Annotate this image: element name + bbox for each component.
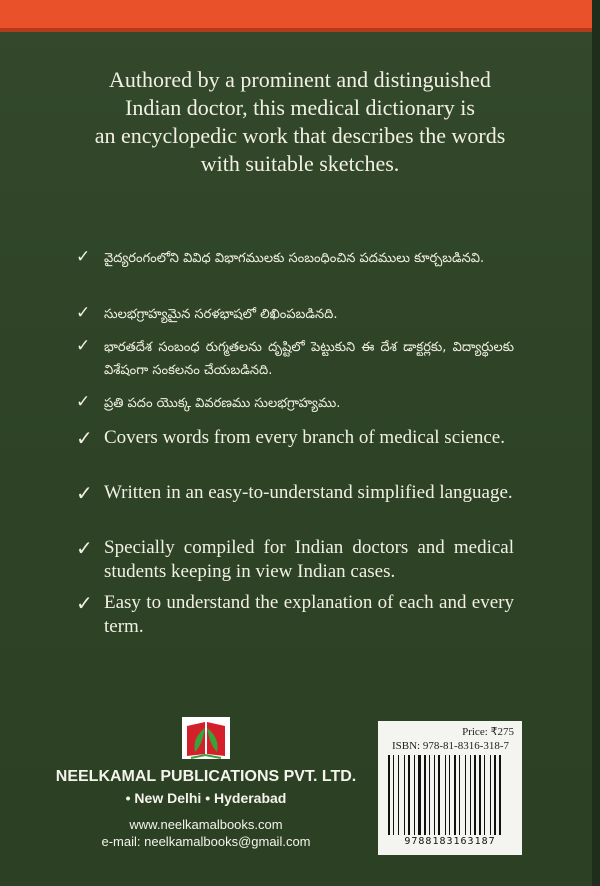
cover-blurb	[60, 66, 540, 178]
top-orange-band	[0, 0, 600, 30]
publisher-website: www.neelkamalbooks.com	[129, 817, 283, 832]
check-icon: ✓	[76, 336, 91, 356]
isbn-label: ISBN: 978-81-8316-318-7	[392, 740, 510, 752]
feature-text-telugu: భారతదేశ సంబంధ రుగ్మతలను దృష్టిలో పెట్టుకుని ఈ దేశ డాక్టర్లకు, విద్యార్థులకు విశేషంగా సంకలనం చేయబడినది.	[104, 340, 514, 378]
publisher-cities: • New Delhi • Hyderabad	[125, 790, 287, 806]
blurb-line: an encyclopedic work that describes the words	[94, 123, 506, 148]
feature-text-english: Easy to understand the explanation of each and every term.	[104, 592, 514, 637]
feature-text-english: Specially compiled for Indian doctors and medical students keeping in view Indian cases.	[104, 537, 514, 582]
check-icon: ✓	[76, 536, 93, 560]
book-logo-icon	[181, 716, 231, 760]
price-barcode-sticker	[378, 721, 522, 855]
check-icon: ✓	[76, 392, 91, 412]
feature-text-telugu: వైద్యరంగంలోని వివిధ విభాగములకు సంబంధించిన పదములు కూర్చబడినవి.	[104, 251, 485, 266]
check-icon: ✓	[76, 426, 93, 450]
feature-text-english: Written in an easy-to-understand simplified language.	[104, 482, 513, 503]
top-band-edge	[0, 28, 600, 32]
check-icon: ✓	[76, 303, 91, 323]
cover-spine-edge	[592, 0, 600, 886]
check-icon: ✓	[76, 591, 93, 615]
feature-text-telugu: సులభగ్రాహ్యమైన సరళభాషలో లిఖింపబడినది.	[104, 307, 338, 322]
feature-text-telugu: ప్రతి పదం యొక్క వివరణము సులభగ్రాహ్యము.	[104, 396, 341, 411]
check-icon: ✓	[76, 247, 91, 267]
blurb-line: with suitable sketches.	[200, 151, 400, 176]
feature-text-english: Covers words from every branch of medical science.	[104, 427, 505, 448]
price-label: Price: ₹275	[462, 726, 514, 738]
publisher-email: e-mail: neelkamalbooks@gmail.com	[101, 834, 311, 849]
barcode-number: 9788183163187	[404, 836, 496, 847]
check-icon: ✓	[76, 481, 93, 505]
barcode-icon	[386, 755, 514, 837]
blurb-line: Authored by a prominent and distinguished	[109, 67, 491, 92]
publisher-name: NEELKAMAL PUBLICATIONS PVT. LTD.	[55, 768, 357, 785]
blurb-line: Indian doctor, this medical dictionary is	[125, 95, 475, 120]
